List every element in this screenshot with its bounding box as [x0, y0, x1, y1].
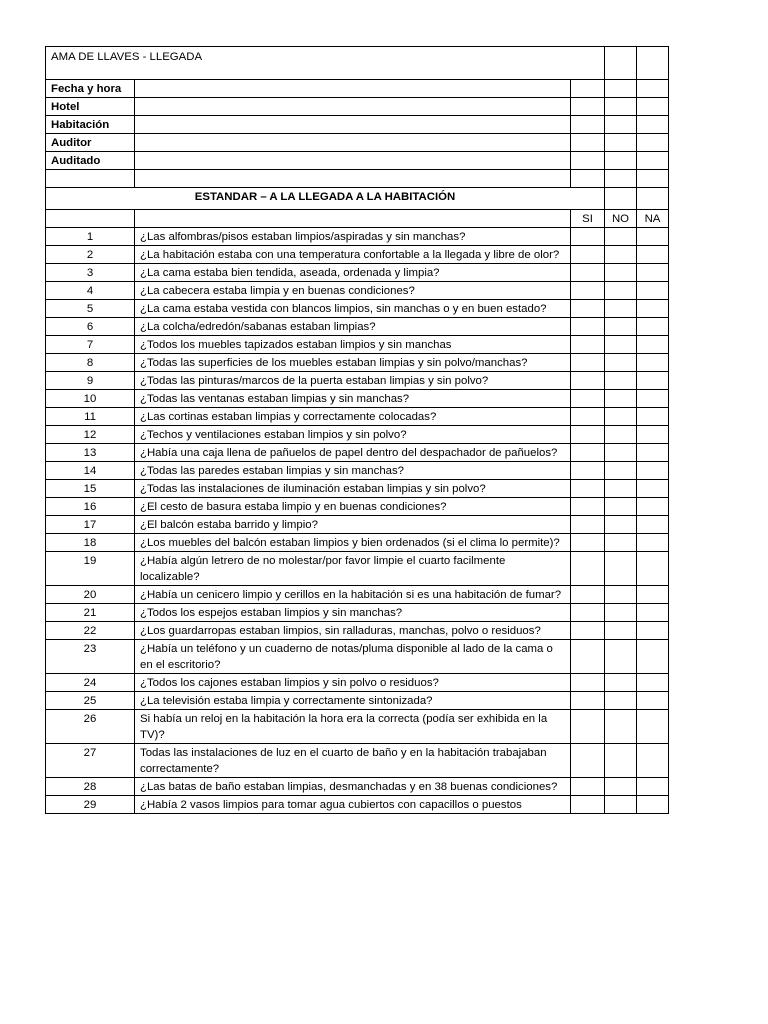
answer-si-cell[interactable]: [571, 498, 605, 516]
question-number: 1: [46, 228, 135, 246]
header-blank: [135, 210, 571, 228]
info-row-hotel: [46, 98, 669, 116]
title-cell-na: [637, 47, 669, 80]
answer-na-cell[interactable]: [637, 744, 669, 778]
question-row: [46, 744, 669, 778]
question-row: [46, 444, 669, 462]
question-text: ¿El cesto de basura estaba limpio y en buenas condiciones?: [135, 498, 571, 516]
question-row: [46, 516, 669, 534]
answer-na-cell[interactable]: [637, 282, 669, 300]
answer-na-cell[interactable]: [637, 444, 669, 462]
info-cell-na: [637, 134, 669, 152]
answer-na-cell[interactable]: [637, 534, 669, 552]
question-row: [46, 408, 669, 426]
question-number: 14: [46, 462, 135, 480]
question-text: ¿Todas las instalaciones de iluminación estaban limpias y sin polvo?: [135, 480, 571, 498]
info-cell-na: [637, 116, 669, 134]
answer-no-cell[interactable]: [605, 426, 637, 444]
answer-no-cell[interactable]: [605, 692, 637, 710]
question-number: 6: [46, 318, 135, 336]
answer-na-cell[interactable]: [637, 552, 669, 586]
answer-na-cell[interactable]: [637, 480, 669, 498]
info-row-auditor: [46, 134, 669, 152]
field-label-hotel: Hotel: [46, 98, 135, 116]
field-value-auditor[interactable]: [135, 134, 571, 152]
answer-no-cell[interactable]: [605, 444, 637, 462]
question-row: [46, 480, 669, 498]
question-text: ¿El balcón estaba barrido y limpio?: [135, 516, 571, 534]
answer-no-cell[interactable]: [605, 534, 637, 552]
answer-si-cell[interactable]: [571, 674, 605, 692]
blank-cell: [46, 170, 135, 188]
info-cell-si: [571, 80, 605, 98]
info-cell-si: [571, 116, 605, 134]
answer-si-cell[interactable]: [571, 318, 605, 336]
answer-na-cell[interactable]: [637, 710, 669, 744]
column-header-no: NO: [605, 210, 637, 228]
answer-si-cell[interactable]: [571, 640, 605, 674]
answer-no-cell[interactable]: [605, 354, 637, 372]
question-row: [46, 426, 669, 444]
question-row: [46, 534, 669, 552]
answer-si-cell[interactable]: [571, 552, 605, 586]
answer-si-cell[interactable]: [571, 480, 605, 498]
question-number: 16: [46, 498, 135, 516]
answer-si-cell[interactable]: [571, 354, 605, 372]
answer-na-cell[interactable]: [637, 622, 669, 640]
question-row: [46, 318, 669, 336]
field-label-date: Fecha y hora: [46, 80, 135, 98]
question-text: ¿Los guardarropas estaban limpios, sin ralladuras, manchas, polvo o residuos?: [135, 622, 571, 640]
answer-na-cell[interactable]: [637, 640, 669, 674]
question-row: [46, 622, 669, 640]
answer-no-cell[interactable]: [605, 640, 637, 674]
answer-no-cell[interactable]: [605, 552, 637, 586]
answer-si-cell[interactable]: [571, 604, 605, 622]
answer-na-cell[interactable]: [637, 228, 669, 246]
answer-na-cell[interactable]: [637, 778, 669, 796]
question-number: 22: [46, 622, 135, 640]
question-text: ¿Las cortinas estaban limpias y correctamente colocadas?: [135, 408, 571, 426]
question-number: 3: [46, 264, 135, 282]
answer-no-cell[interactable]: [605, 300, 637, 318]
question-text: ¿Todas las superficies de los muebles estaban limpias y sin polvo/manchas?: [135, 354, 571, 372]
info-cell-na: [637, 80, 669, 98]
answer-si-cell[interactable]: [571, 692, 605, 710]
question-number: 21: [46, 604, 135, 622]
answer-si-cell[interactable]: [571, 796, 605, 814]
column-header-row: [46, 210, 669, 228]
question-text: ¿Había una caja llena de pañuelos de papel dentro del despachador de pañuelos?: [135, 444, 571, 462]
question-row: [46, 498, 669, 516]
question-row: [46, 300, 669, 318]
answer-no-cell[interactable]: [605, 408, 637, 426]
answer-na-cell[interactable]: [637, 586, 669, 604]
answer-si-cell[interactable]: [571, 516, 605, 534]
field-label-auditor: Auditor: [46, 134, 135, 152]
answer-no-cell[interactable]: [605, 604, 637, 622]
answer-no-cell[interactable]: [605, 796, 637, 814]
question-text: ¿Había 2 vasos limpios para tomar agua cubiertos con capacillos o puestos: [135, 796, 571, 814]
column-header-na: NA: [637, 210, 669, 228]
answer-na-cell[interactable]: [637, 426, 669, 444]
question-number: 2: [46, 246, 135, 264]
answer-si-cell[interactable]: [571, 390, 605, 408]
blank-row: [46, 170, 669, 188]
question-number: 19: [46, 552, 135, 586]
question-number: 10: [46, 390, 135, 408]
info-cell-no: [605, 152, 637, 170]
question-number: 13: [46, 444, 135, 462]
answer-si-cell[interactable]: [571, 336, 605, 354]
question-text: ¿Todas las paredes estaban limpias y sin manchas?: [135, 462, 571, 480]
info-row-date: [46, 80, 669, 98]
question-text: ¿Todos los cajones estaban limpios y sin polvo o residuos?: [135, 674, 571, 692]
info-cell-si: [571, 152, 605, 170]
answer-no-cell[interactable]: [605, 390, 637, 408]
question-text: ¿Había un teléfono y un cuaderno de notas/pluma disponible al lado de la cama o en el escritorio?: [135, 640, 571, 674]
question-number: 4: [46, 282, 135, 300]
question-number: 11: [46, 408, 135, 426]
header-blank: [46, 210, 135, 228]
answer-na-cell[interactable]: [637, 354, 669, 372]
info-cell-no: [605, 80, 637, 98]
question-row: [46, 462, 669, 480]
blank-cell: [571, 170, 605, 188]
answer-si-cell[interactable]: [571, 264, 605, 282]
question-text: ¿Todos los muebles tapizados estaban limpios y sin manchas: [135, 336, 571, 354]
answer-no-cell[interactable]: [605, 622, 637, 640]
info-cell-si: [571, 98, 605, 116]
answer-si-cell[interactable]: [571, 426, 605, 444]
question-number: 29: [46, 796, 135, 814]
field-value-room[interactable]: [135, 116, 571, 134]
answer-na-cell[interactable]: [637, 318, 669, 336]
question-row: [46, 246, 669, 264]
answer-na-cell[interactable]: [637, 462, 669, 480]
section-cell-no: [605, 188, 637, 210]
title-row: [46, 47, 669, 80]
answer-no-cell[interactable]: [605, 264, 637, 282]
section-cell-na: [637, 188, 669, 210]
answer-no-cell[interactable]: [605, 778, 637, 796]
question-number: 5: [46, 300, 135, 318]
info-cell-no: [605, 116, 637, 134]
question-text: ¿Todos los espejos estaban limpios y sin manchas?: [135, 604, 571, 622]
field-value-audited[interactable]: [135, 152, 571, 170]
answer-no-cell[interactable]: [605, 710, 637, 744]
answer-na-cell[interactable]: [637, 300, 669, 318]
field-label-room: Habitación: [46, 116, 135, 134]
answer-na-cell[interactable]: [637, 246, 669, 264]
answer-no-cell[interactable]: [605, 318, 637, 336]
question-row: [46, 674, 669, 692]
blank-cell: [637, 170, 669, 188]
answer-si-cell[interactable]: [571, 586, 605, 604]
field-value-hotel[interactable]: [135, 98, 571, 116]
question-row: [46, 552, 669, 586]
question-text: ¿Techos y ventilaciones estaban limpios y sin polvo?: [135, 426, 571, 444]
info-cell-na: [637, 152, 669, 170]
answer-si-cell[interactable]: [571, 228, 605, 246]
answer-no-cell[interactable]: [605, 372, 637, 390]
question-text: ¿Las batas de baño estaban limpias, desmanchadas y en 38 buenas condiciones?: [135, 778, 571, 796]
question-text: ¿La cama estaba vestida con blancos limpios, sin manchas o y en buen estado?: [135, 300, 571, 318]
question-row: [46, 586, 669, 604]
question-number: 27: [46, 744, 135, 778]
answer-no-cell[interactable]: [605, 674, 637, 692]
question-number: 15: [46, 480, 135, 498]
answer-no-cell[interactable]: [605, 586, 637, 604]
question-number: 24: [46, 674, 135, 692]
question-number: 7: [46, 336, 135, 354]
title-cell-no: [605, 47, 637, 80]
answer-na-cell[interactable]: [637, 264, 669, 282]
question-row: [46, 354, 669, 372]
info-row-room: [46, 116, 669, 134]
answer-no-cell[interactable]: [605, 282, 637, 300]
answer-na-cell[interactable]: [637, 692, 669, 710]
question-row: [46, 778, 669, 796]
answer-si-cell[interactable]: [571, 444, 605, 462]
question-number: 17: [46, 516, 135, 534]
section-row: [46, 188, 669, 210]
question-text: Todas las instalaciones de luz en el cuarto de baño y en la habitación trabajaban correctamente?: [135, 744, 571, 778]
answer-no-cell[interactable]: [605, 480, 637, 498]
question-row: [46, 604, 669, 622]
column-header-si: SI: [571, 210, 605, 228]
question-row: [46, 264, 669, 282]
info-cell-no: [605, 134, 637, 152]
question-text: Si había un reloj en la habitación la hora era la correcta (podía ser exhibida en la TV)?: [135, 710, 571, 744]
answer-si-cell[interactable]: [571, 462, 605, 480]
answer-si-cell[interactable]: [571, 534, 605, 552]
answer-no-cell[interactable]: [605, 336, 637, 354]
question-number: 23: [46, 640, 135, 674]
question-number: 8: [46, 354, 135, 372]
question-number: 28: [46, 778, 135, 796]
question-number: 12: [46, 426, 135, 444]
question-row: [46, 796, 669, 814]
question-row: [46, 336, 669, 354]
question-number: 25: [46, 692, 135, 710]
question-text: ¿La cama estaba bien tendida, aseada, ordenada y limpia?: [135, 264, 571, 282]
answer-si-cell[interactable]: [571, 246, 605, 264]
info-cell-na: [637, 98, 669, 116]
question-row: [46, 372, 669, 390]
answer-no-cell[interactable]: [605, 498, 637, 516]
answer-na-cell[interactable]: [637, 390, 669, 408]
question-row: [46, 710, 669, 744]
blank-cell: [135, 170, 571, 188]
field-label-audited: Auditado: [46, 152, 135, 170]
answer-na-cell[interactable]: [637, 516, 669, 534]
answer-na-cell[interactable]: [637, 674, 669, 692]
answer-no-cell[interactable]: [605, 516, 637, 534]
answer-si-cell[interactable]: [571, 710, 605, 744]
form-title: AMA DE LLAVES - LLEGADA: [46, 47, 605, 80]
answer-si-cell[interactable]: [571, 778, 605, 796]
question-text: ¿Había algún letrero de no molestar/por favor limpie el cuarto facilmente localizable?: [135, 552, 571, 586]
question-row: [46, 692, 669, 710]
answer-si-cell[interactable]: [571, 282, 605, 300]
checklist-body: [46, 47, 669, 814]
answer-si-cell[interactable]: [571, 372, 605, 390]
question-row: [46, 282, 669, 300]
question-row: [46, 228, 669, 246]
question-text: ¿Las alfombras/pisos estaban limpios/aspiradas y sin manchas?: [135, 228, 571, 246]
answer-na-cell[interactable]: [637, 604, 669, 622]
question-number: 18: [46, 534, 135, 552]
field-value-date[interactable]: [135, 80, 571, 98]
question-row: [46, 640, 669, 674]
question-number: 9: [46, 372, 135, 390]
answer-na-cell[interactable]: [637, 796, 669, 814]
question-text: ¿La televisión estaba limpia y correctamente sintonizada?: [135, 692, 571, 710]
question-text: ¿La colcha/edredón/sabanas estaban limpias?: [135, 318, 571, 336]
info-cell-no: [605, 98, 637, 116]
question-text: ¿Todas las ventanas estaban limpias y sin manchas?: [135, 390, 571, 408]
answer-si-cell[interactable]: [571, 622, 605, 640]
answer-si-cell[interactable]: [571, 408, 605, 426]
answer-si-cell[interactable]: [571, 300, 605, 318]
answer-si-cell[interactable]: [571, 744, 605, 778]
answer-na-cell[interactable]: [637, 498, 669, 516]
answer-no-cell[interactable]: [605, 246, 637, 264]
info-row-audited: [46, 152, 669, 170]
answer-no-cell[interactable]: [605, 744, 637, 778]
question-text: ¿Los muebles del balcón estaban limpios y bien ordenados (si el clima lo permite)?: [135, 534, 571, 552]
question-text: ¿Había un cenicero limpio y cerillos en la habitación si es una habitación de fumar?: [135, 586, 571, 604]
answer-no-cell[interactable]: [605, 228, 637, 246]
answer-na-cell[interactable]: [637, 408, 669, 426]
checklist-table: [45, 46, 669, 814]
blank-cell: [605, 170, 637, 188]
question-text: ¿Todas las pinturas/marcos de la puerta estaban limpias y sin polvo?: [135, 372, 571, 390]
info-cell-si: [571, 134, 605, 152]
question-text: ¿La cabecera estaba limpia y en buenas condiciones?: [135, 282, 571, 300]
section-title: ESTANDAR – A LA LLEGADA A LA HABITACIÓN: [46, 188, 605, 210]
answer-na-cell[interactable]: [637, 372, 669, 390]
question-text: ¿La habitación estaba con una temperatura confortable a la llegada y libre de olor?: [135, 246, 571, 264]
question-number: 20: [46, 586, 135, 604]
question-row: [46, 390, 669, 408]
answer-na-cell[interactable]: [637, 336, 669, 354]
answer-no-cell[interactable]: [605, 462, 637, 480]
question-number: 26: [46, 710, 135, 744]
